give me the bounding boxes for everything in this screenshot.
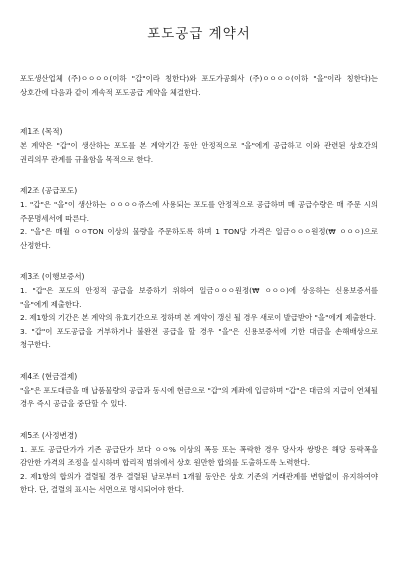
section-4-cash-payment	[20, 370, 378, 411]
section-heading: 제5조 (사정변경)	[20, 430, 78, 440]
clause: 2. "을"은 매월 ㅇㅇTON 이상의 물량을 주문하도록 하며 1 TON당 가격은 일금ㅇㅇㅇ원정(₩ ㅇㅇㅇ)으로 산정한다.	[20, 227, 378, 250]
section-3-performance-bond	[20, 270, 378, 352]
clause: 1. 포도 공급단가가 기존 공급단가 보다 ㅇㅇ% 이상의 폭등 또는 폭락한 경우 당사자 쌍방은 해당 등락폭을 감안한 가격의 조정을 실시하며 합리적 범위에서 상호 원만한 합의를 도출하도록 노력한다.	[20, 444, 378, 467]
clause: 3. "갑"이 포도공급을 거부하거나 불완전 공급을 할 경우 "을"은 신용보증서에 기한 대금을 손해배상으로 청구한다.	[20, 326, 378, 349]
clause: 본 계약은 "갑"이 생산하는 포도를 본 계약기간 동안 안정적으로 "을"에게 공급하고 이와 관련된 상호간의 권리의무 관계를 규율함을 목적으로 한다.	[20, 141, 378, 164]
section-heading: 제2조 (공급포도)	[20, 186, 78, 195]
document-title: 포도공급 계약서	[147, 26, 251, 42]
clause: "을"은 포도대금을 매 납품물량의 공급과 동시에 현금으로 "갑"의 계좌에 입금하며 "갑"은 대금의 지급이 연체될 경우 즉시 공급을 중단할 수 있다.	[20, 385, 378, 408]
section-heading: 제4조 (현금결제)	[20, 371, 78, 381]
section-5-change-of-circumstances	[20, 429, 378, 497]
contract-page	[20, 22, 378, 515]
clause: 1. "갑"은 "을"이 생산하는 ㅇㅇㅇㅇ쥬스에 사용되는 포도를 안정적으로 공급하며 매 공급수량은 매 주문 시의 주문명세서에 따른다.	[20, 200, 378, 223]
clause: 1. "갑"은 포도의 안정적 공급을 보증하기 위하여 일금ㅇㅇㅇ원정(₩ ㅇㅇㅇ)에 상응하는 신용보증서를 "을"에게 제출한다.	[20, 286, 378, 309]
section-heading: 제3조 (이행보증서)	[20, 272, 85, 281]
section-1-purpose	[20, 125, 378, 166]
section-heading: 제1조 (목적)	[20, 127, 63, 136]
section-2-supply-grapes	[20, 184, 378, 252]
contract-intro: 포도생산업체 (주)ㅇㅇㅇㅇ(이하 "갑"이라 칭한다)와 포도가공회사 (주)ㅇㅇㅇㅇ(이하 "을"이라 칭한다)는 상호간에 다음과 같이 계속적 포도공급 계약을 체결한다.	[20, 74, 378, 97]
clause: 2. 제1항의 합의가 결렬될 경우 결렬된 날로부터 1개월 동안은 상호 기존의 거래관계를 변함없이 유지하여야 한다. 단, 결렬의 표시는 서면으로 명시되어야 한다.	[20, 471, 378, 494]
clause: 2. 제1항의 기간은 본 계약의 유효기간으로 정하며 본 계약이 갱신 될 경우 새로이 발급받아 "을"에게 제출한다.	[20, 313, 376, 322]
